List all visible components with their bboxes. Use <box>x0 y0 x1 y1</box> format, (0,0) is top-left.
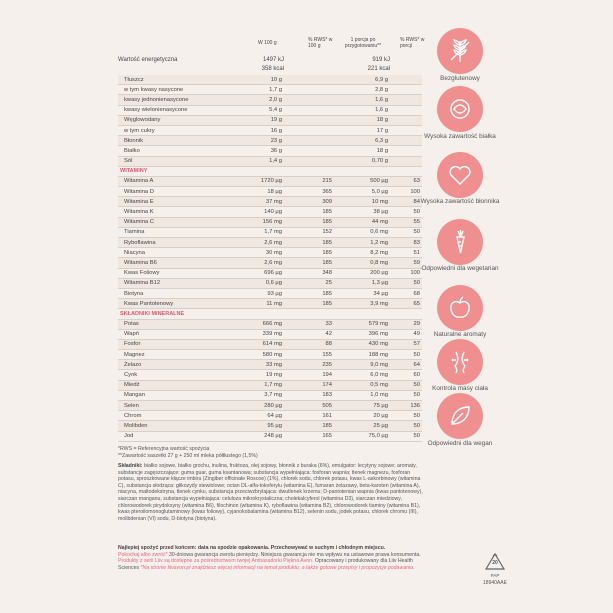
nutrient-name: Magnez <box>118 350 250 360</box>
nutrient-name: Witamina K <box>118 207 250 217</box>
value-100g: 2,6 mg <box>250 238 284 248</box>
nutrient-row <box>118 278 422 288</box>
value-portion: 6,0 mg <box>334 370 390 380</box>
rws-100g: 88 <box>284 339 334 349</box>
rws-portion: 60 <box>390 370 422 380</box>
value-portion: 1,3 µg <box>334 278 390 288</box>
value-100g: 64 µg <box>250 411 284 421</box>
rws-portion: 59 <box>390 258 422 268</box>
nutrient-name: Miedź <box>118 380 250 390</box>
nutrient-row <box>118 238 422 248</box>
nutrient-name: Wapń <box>118 329 250 339</box>
nutrient-row <box>118 288 422 298</box>
nutrient-name: Sól <box>118 156 250 166</box>
nutrient-name: Żelazo <box>118 360 250 370</box>
nutrient-name: Cynk <box>118 370 250 380</box>
rws-100g: 348 <box>284 268 334 278</box>
value-100g: 0,6 µg <box>250 278 284 288</box>
value-portion: 1,6 g <box>334 105 390 115</box>
value-portion: 38 µg <box>334 207 390 217</box>
header-rws-100g: % RWS* w 100 g <box>308 37 333 49</box>
leaf-icon <box>437 393 483 439</box>
nutrient-row <box>118 156 422 166</box>
rws-portion <box>390 146 422 156</box>
value-portion: 10 mg <box>334 197 390 207</box>
rws-portion: 50 <box>390 390 422 400</box>
value-100g: 36 g <box>250 146 284 156</box>
nutrient-row <box>118 197 422 207</box>
rws-portion: 50 <box>390 278 422 288</box>
nutrient-row <box>118 380 422 390</box>
nutrient-name: w tym cukry <box>118 125 250 135</box>
nutrient-name: Ryboflawina <box>118 238 250 248</box>
value-portion: 0,6 mg <box>334 227 390 237</box>
nutrient-row <box>118 421 422 431</box>
ingredients-text: białko sojowe, białko grochu, inulina, fruktoza, olej sojowy, błonnik z buraka (6%), emulgator: lecytyny sojowe; aromaty, substancje zagęszczające: guma guar, guma ksantanowa; substancja wypełniająca: fosforan wapnia; tlenek magnezu, fosforan potasu, sproszkowane kłącze imbiru (Zingiber officinale Roscoe) (1%), chlorek sodu, chlorek potasu, kwas L-askorbinowy (witamina C), substancja słodząca: glikozydy stewiolowe; octan DL-alfa-tokoferylu (witamina E), fumaran żelazawy, beta-karoten (witamina A), niacyna, maltodekstryna, tlenek cynku, substancja przeciwzbrylająca: dwutlenek krzemu; D-pantotenian wapnia (kwas pantotenowy), siarczan manganu, substancja wypełniająca: celuloza mikrokrystaliczna; cholekalcyferol (witamina D3), siarczan miedziowy, chlorowodorek pirydoksyny (witamina B6), filochinon (witamina K), ryboflawina (witamina B2), chlorowodorek tiaminy (witamina B1), kwas pteroilomonoglutaminowy (kwas foliowy), cyjanokobalamina (witamina B12), selenin sodu, jodek potasu, chlorek chromu (III), molibdenian (VI) sodu, D-biotyna (biotyna). <box>118 463 423 522</box>
value-100g: 140 µg <box>250 207 284 217</box>
rws-100g: 174 <box>284 380 334 390</box>
value-portion: 44 mg <box>334 217 390 227</box>
storage-info <box>118 545 423 571</box>
rws-portion <box>390 156 422 166</box>
value-100g: 1,7 g <box>250 85 284 95</box>
nutrient-row <box>118 299 422 309</box>
nutrient-name: Białko <box>118 146 250 156</box>
value-100g: 1,4 g <box>250 156 284 166</box>
rws-100g: 215 <box>284 176 334 186</box>
value-portion: 18 g <box>334 146 390 156</box>
value-100g: 19 mg <box>250 370 284 380</box>
rws-portion: 50 <box>390 380 422 390</box>
rws-100g: 365 <box>284 187 334 197</box>
rws-portion: 64 <box>390 360 422 370</box>
rws-portion: 68 <box>390 288 422 298</box>
nutrient-row <box>118 125 422 135</box>
nutrient-name: w tym kwasy nasycone <box>118 85 250 95</box>
nutrient-row <box>118 248 422 258</box>
nutrient-name: Tłuszcz <box>118 75 250 85</box>
rws-portion <box>390 115 422 125</box>
value-100g: 1,7 mg <box>250 227 284 237</box>
energy-kcal-portion: 221 kcal <box>367 66 390 72</box>
section-title: WITAMINY <box>118 166 422 176</box>
nutrient-row <box>118 227 422 237</box>
value-100g: 10 g <box>250 75 284 85</box>
rws-portion <box>390 85 422 95</box>
rws-100g: 185 <box>284 207 334 217</box>
value-100g: 339 mg <box>250 329 284 339</box>
value-100g: 30 mg <box>250 248 284 258</box>
nutrient-name: kwasy wielonienasycone <box>118 105 250 115</box>
value-portion: 6,3 g <box>334 136 390 146</box>
footnote-portion: **Zawartość saszetki 27 g + 250 ml mleka półtłustego (1,5%) <box>118 452 258 459</box>
value-100g: 93 µg <box>250 288 284 298</box>
value-100g: 666 mg <box>250 319 284 329</box>
badge-label-3: Odpowiedni dla wegetarian <box>421 265 499 272</box>
energy-label: Wartość energetyczna <box>118 57 178 63</box>
nutrient-name: Niacyna <box>118 248 250 258</box>
recycle-code: PAP <box>490 573 500 578</box>
rws-100g: 183 <box>284 390 334 400</box>
nutrient-row <box>118 350 422 360</box>
nutrient-row <box>118 176 422 186</box>
rws-100g: 185 <box>284 288 334 298</box>
value-portion: 1,6 g <box>334 95 390 105</box>
nutrient-name: Jod <box>118 431 250 441</box>
nutrient-row <box>118 95 422 105</box>
best-before: Najlepiej spożyć przed końcem: data na spodzie opakowania. Przechowywać w suchym i chłodnym miejscu. <box>118 545 386 551</box>
nutrition-table <box>118 75 422 442</box>
rws-100g <box>284 75 334 85</box>
rws-portion: 50 <box>390 431 422 441</box>
rws-100g: 155 <box>284 350 334 360</box>
value-100g: 1720 µg <box>250 176 284 186</box>
nutrient-row <box>118 401 422 411</box>
rws-100g: 185 <box>284 248 334 258</box>
value-100g: 16 g <box>250 125 284 135</box>
value-100g: 1,7 mg <box>250 380 284 390</box>
value-portion: 25 µg <box>334 421 390 431</box>
badge-label-6: Odpowiedni dla wegan <box>427 440 493 447</box>
value-portion: 0,8 mg <box>334 258 390 268</box>
nutrient-row <box>118 339 422 349</box>
value-portion: 0,5 mg <box>334 380 390 390</box>
rws-100g: 185 <box>284 217 334 227</box>
value-100g: 614 mg <box>250 339 284 349</box>
nutrient-name: Selen <box>118 401 250 411</box>
promo-text: *Na stronie liivavon.pl znajdziesz więcej informacji na temat produktu, a także gotowe przepisy i propozycje podawania. <box>140 564 415 571</box>
rws-100g <box>284 95 334 105</box>
nutrient-row <box>118 360 422 370</box>
nutrient-name: Tiamina <box>118 227 250 237</box>
value-100g: 33 mg <box>250 360 284 370</box>
nutrient-row <box>118 85 422 95</box>
value-100g: 580 mg <box>250 350 284 360</box>
guarantee-lead: Pokochaj albo zwróć* <box>118 551 168 558</box>
nutrient-name: Węglowodany <box>118 115 250 125</box>
rws-100g: 185 <box>284 421 334 431</box>
value-portion: 6,9 g <box>334 75 390 85</box>
rws-portion: 65 <box>390 299 422 309</box>
nutrient-row <box>118 370 422 380</box>
section-title: SKŁADNIKI MINERALNE <box>118 309 422 319</box>
nutrient-name: Kwas Foliowy <box>118 268 250 278</box>
nutrient-name: Chrom <box>118 411 250 421</box>
rws-100g: 185 <box>284 238 334 248</box>
value-portion: 396 mg <box>334 329 390 339</box>
nutrient-row <box>118 268 422 278</box>
header-rws-portion: % RWS* w porcji <box>400 37 425 49</box>
value-100g: 156 mg <box>250 217 284 227</box>
rws-100g: 165 <box>284 431 334 441</box>
rws-100g: 42 <box>284 329 334 339</box>
rws-portion <box>390 105 422 115</box>
value-100g: 18 µg <box>250 187 284 197</box>
value-portion: 0,70 g <box>334 156 390 166</box>
rws-portion: 63 <box>390 176 422 186</box>
value-portion: 2,8 g <box>334 85 390 95</box>
rws-portion: 84 <box>390 197 422 207</box>
nutrient-name: kwasy jednonienasycone <box>118 95 250 105</box>
value-portion: 3,9 mg <box>334 299 390 309</box>
value-100g: 696 µg <box>250 268 284 278</box>
nutrient-name: Kwas Pantotenowy <box>118 299 250 309</box>
nutrient-row <box>118 431 422 441</box>
producer: Opracowany i produkowany dla Liiv Health Sciences <box>118 558 413 571</box>
nutrient-name: Witamina B12 <box>118 278 250 288</box>
nutrient-name: Mangan <box>118 390 250 400</box>
rws-100g: 25 <box>284 278 334 288</box>
nutrient-name: Witamina C <box>118 217 250 227</box>
rws-100g <box>284 125 334 135</box>
value-100g: 248 µg <box>250 431 284 441</box>
rws-portion: 136 <box>390 401 422 411</box>
value-100g: 5,4 g <box>250 105 284 115</box>
nutrient-name: Witamina B6 <box>118 258 250 268</box>
section-heading <box>118 309 422 319</box>
producer-line <box>118 558 423 571</box>
nutrient-name: Witamina A <box>118 176 250 186</box>
nutrient-name: Fosfor <box>118 339 250 349</box>
value-portion: 200 µg <box>334 268 390 278</box>
rws-100g: 33 <box>284 319 334 329</box>
nutrient-row <box>118 329 422 339</box>
value-100g: 95 µg <box>250 421 284 431</box>
recycling-mark <box>477 552 513 586</box>
nutrient-row <box>118 146 422 156</box>
value-portion: 1,0 mg <box>334 390 390 400</box>
nutrient-row <box>118 75 422 85</box>
nutrient-row <box>118 411 422 421</box>
rws-portion: 50 <box>390 411 422 421</box>
rws-100g <box>284 136 334 146</box>
ingredients <box>118 463 423 522</box>
nutrient-name: Witamina E <box>118 197 250 207</box>
rws-portion: 51 <box>390 248 422 258</box>
protein-icon <box>437 86 483 132</box>
rws-100g: 161 <box>284 411 334 421</box>
value-portion: 9,0 mg <box>334 360 390 370</box>
nutrient-row <box>118 217 422 227</box>
value-portion: 188 mg <box>334 350 390 360</box>
rws-100g <box>284 85 334 95</box>
carrot-icon <box>437 219 483 265</box>
rws-100g: 309 <box>284 197 334 207</box>
value-portion: 75,0 µg <box>334 431 390 441</box>
rws-100g: 235 <box>284 360 334 370</box>
badge-label-4: Naturalne aromaty <box>433 331 487 338</box>
nutrient-name: Witamina D <box>118 187 250 197</box>
nutrient-row <box>118 319 422 329</box>
rws-portion: 49 <box>390 329 422 339</box>
value-100g: 23 g <box>250 136 284 146</box>
nutrient-row <box>118 105 422 115</box>
guarantee <box>118 552 423 559</box>
rws-100g <box>284 115 334 125</box>
rws-100g: 185 <box>284 258 334 268</box>
value-portion: 579 mg <box>334 319 390 329</box>
rws-portion: 50 <box>390 350 422 360</box>
body-icon <box>437 339 483 385</box>
value-100g: 19 g <box>250 115 284 125</box>
value-100g: 280 µg <box>250 401 284 411</box>
value-portion: 18 g <box>334 115 390 125</box>
energy-kj-portion: 919 kJ <box>372 57 390 63</box>
rws-portion: 57 <box>390 339 422 349</box>
rws-portion: 100 <box>390 268 422 278</box>
nutrient-row <box>118 258 422 268</box>
rws-100g <box>284 105 334 115</box>
value-portion: 430 mg <box>334 339 390 349</box>
wheat-icon <box>437 28 483 74</box>
nutrient-row <box>118 136 422 146</box>
energy-values-portion <box>338 56 390 74</box>
value-portion: 8,2 mg <box>334 248 390 258</box>
rws-portion: 29 <box>390 319 422 329</box>
rws-portion: 50 <box>390 207 422 217</box>
recycle-number: 20 <box>492 560 498 566</box>
rws-100g: 194 <box>284 370 334 380</box>
value-100g: 3,7 mg <box>250 390 284 400</box>
badge-label-5: Kontrola masy ciała <box>432 385 488 392</box>
value-portion: 17 g <box>334 125 390 135</box>
value-100g: 37 mg <box>250 197 284 207</box>
availability: Produkty z serii Liiv są dostępne za pośrednictwem twojej Ambasadorki Piękna Avon. <box>118 558 314 565</box>
nutrient-name: Błonnik <box>118 136 250 146</box>
badge-label-1: Wysoka zawartość białka <box>424 133 496 140</box>
rws-100g: 185 <box>284 299 334 309</box>
nutrient-name: Biotyna <box>118 288 250 298</box>
rws-portion: 50 <box>390 421 422 431</box>
value-portion: 500 µg <box>334 176 390 186</box>
section-heading <box>118 166 422 176</box>
energy-kj-100g: 1497 kJ <box>262 57 284 63</box>
nutrient-row <box>118 390 422 400</box>
rws-100g: 505 <box>284 401 334 411</box>
header-per-100g: W 100 g <box>258 40 277 46</box>
value-100g: 2,0 g <box>250 95 284 105</box>
rws-portion: 100 <box>390 187 422 197</box>
rws-portion: 83 <box>390 238 422 248</box>
ingredients-label: Składniki: <box>118 463 143 469</box>
energy-kcal-100g: 358 kcal <box>261 66 284 72</box>
rws-100g <box>284 146 334 156</box>
value-portion: 5,0 µg <box>334 187 390 197</box>
badge-label-2: Wysoka zawartość błonnika <box>420 198 500 205</box>
apple-icon <box>437 285 483 331</box>
footnotes <box>118 446 423 459</box>
nutrient-row <box>118 115 422 125</box>
rws-portion: 50 <box>390 227 422 237</box>
guarantee-text: 30-dniowa gwarancja zwrotu pieniędzy. Niniejsza gwarancja nie ma wpływu na ustawowe prawa konsumenta. <box>167 551 421 558</box>
value-portion: 1,2 mg <box>334 238 390 248</box>
nutrient-row <box>118 187 422 197</box>
energy-values-100g <box>240 56 284 74</box>
rws-portion <box>390 95 422 105</box>
header-portion: 1 porcja po przygotowaniu** <box>344 37 382 49</box>
value-100g: 11 mg <box>250 299 284 309</box>
nutrient-row <box>118 207 422 217</box>
product-code: 18940AAE <box>483 580 507 586</box>
nutrient-name: Potas <box>118 319 250 329</box>
value-100g: 2,6 mg <box>250 258 284 268</box>
value-portion: 20 µg <box>334 411 390 421</box>
value-portion: 75 µg <box>334 401 390 411</box>
badge-label-0: Bezglutenowy <box>440 75 480 82</box>
nutrient-name: Molibden <box>118 421 250 431</box>
footnote-rws: *RWS = Referencyjna wartość spożycia <box>118 446 210 452</box>
heart-icon <box>437 152 483 198</box>
value-portion: 34 µg <box>334 288 390 298</box>
rws-100g <box>284 156 334 166</box>
rws-100g: 152 <box>284 227 334 237</box>
rws-portion: 55 <box>390 217 422 227</box>
